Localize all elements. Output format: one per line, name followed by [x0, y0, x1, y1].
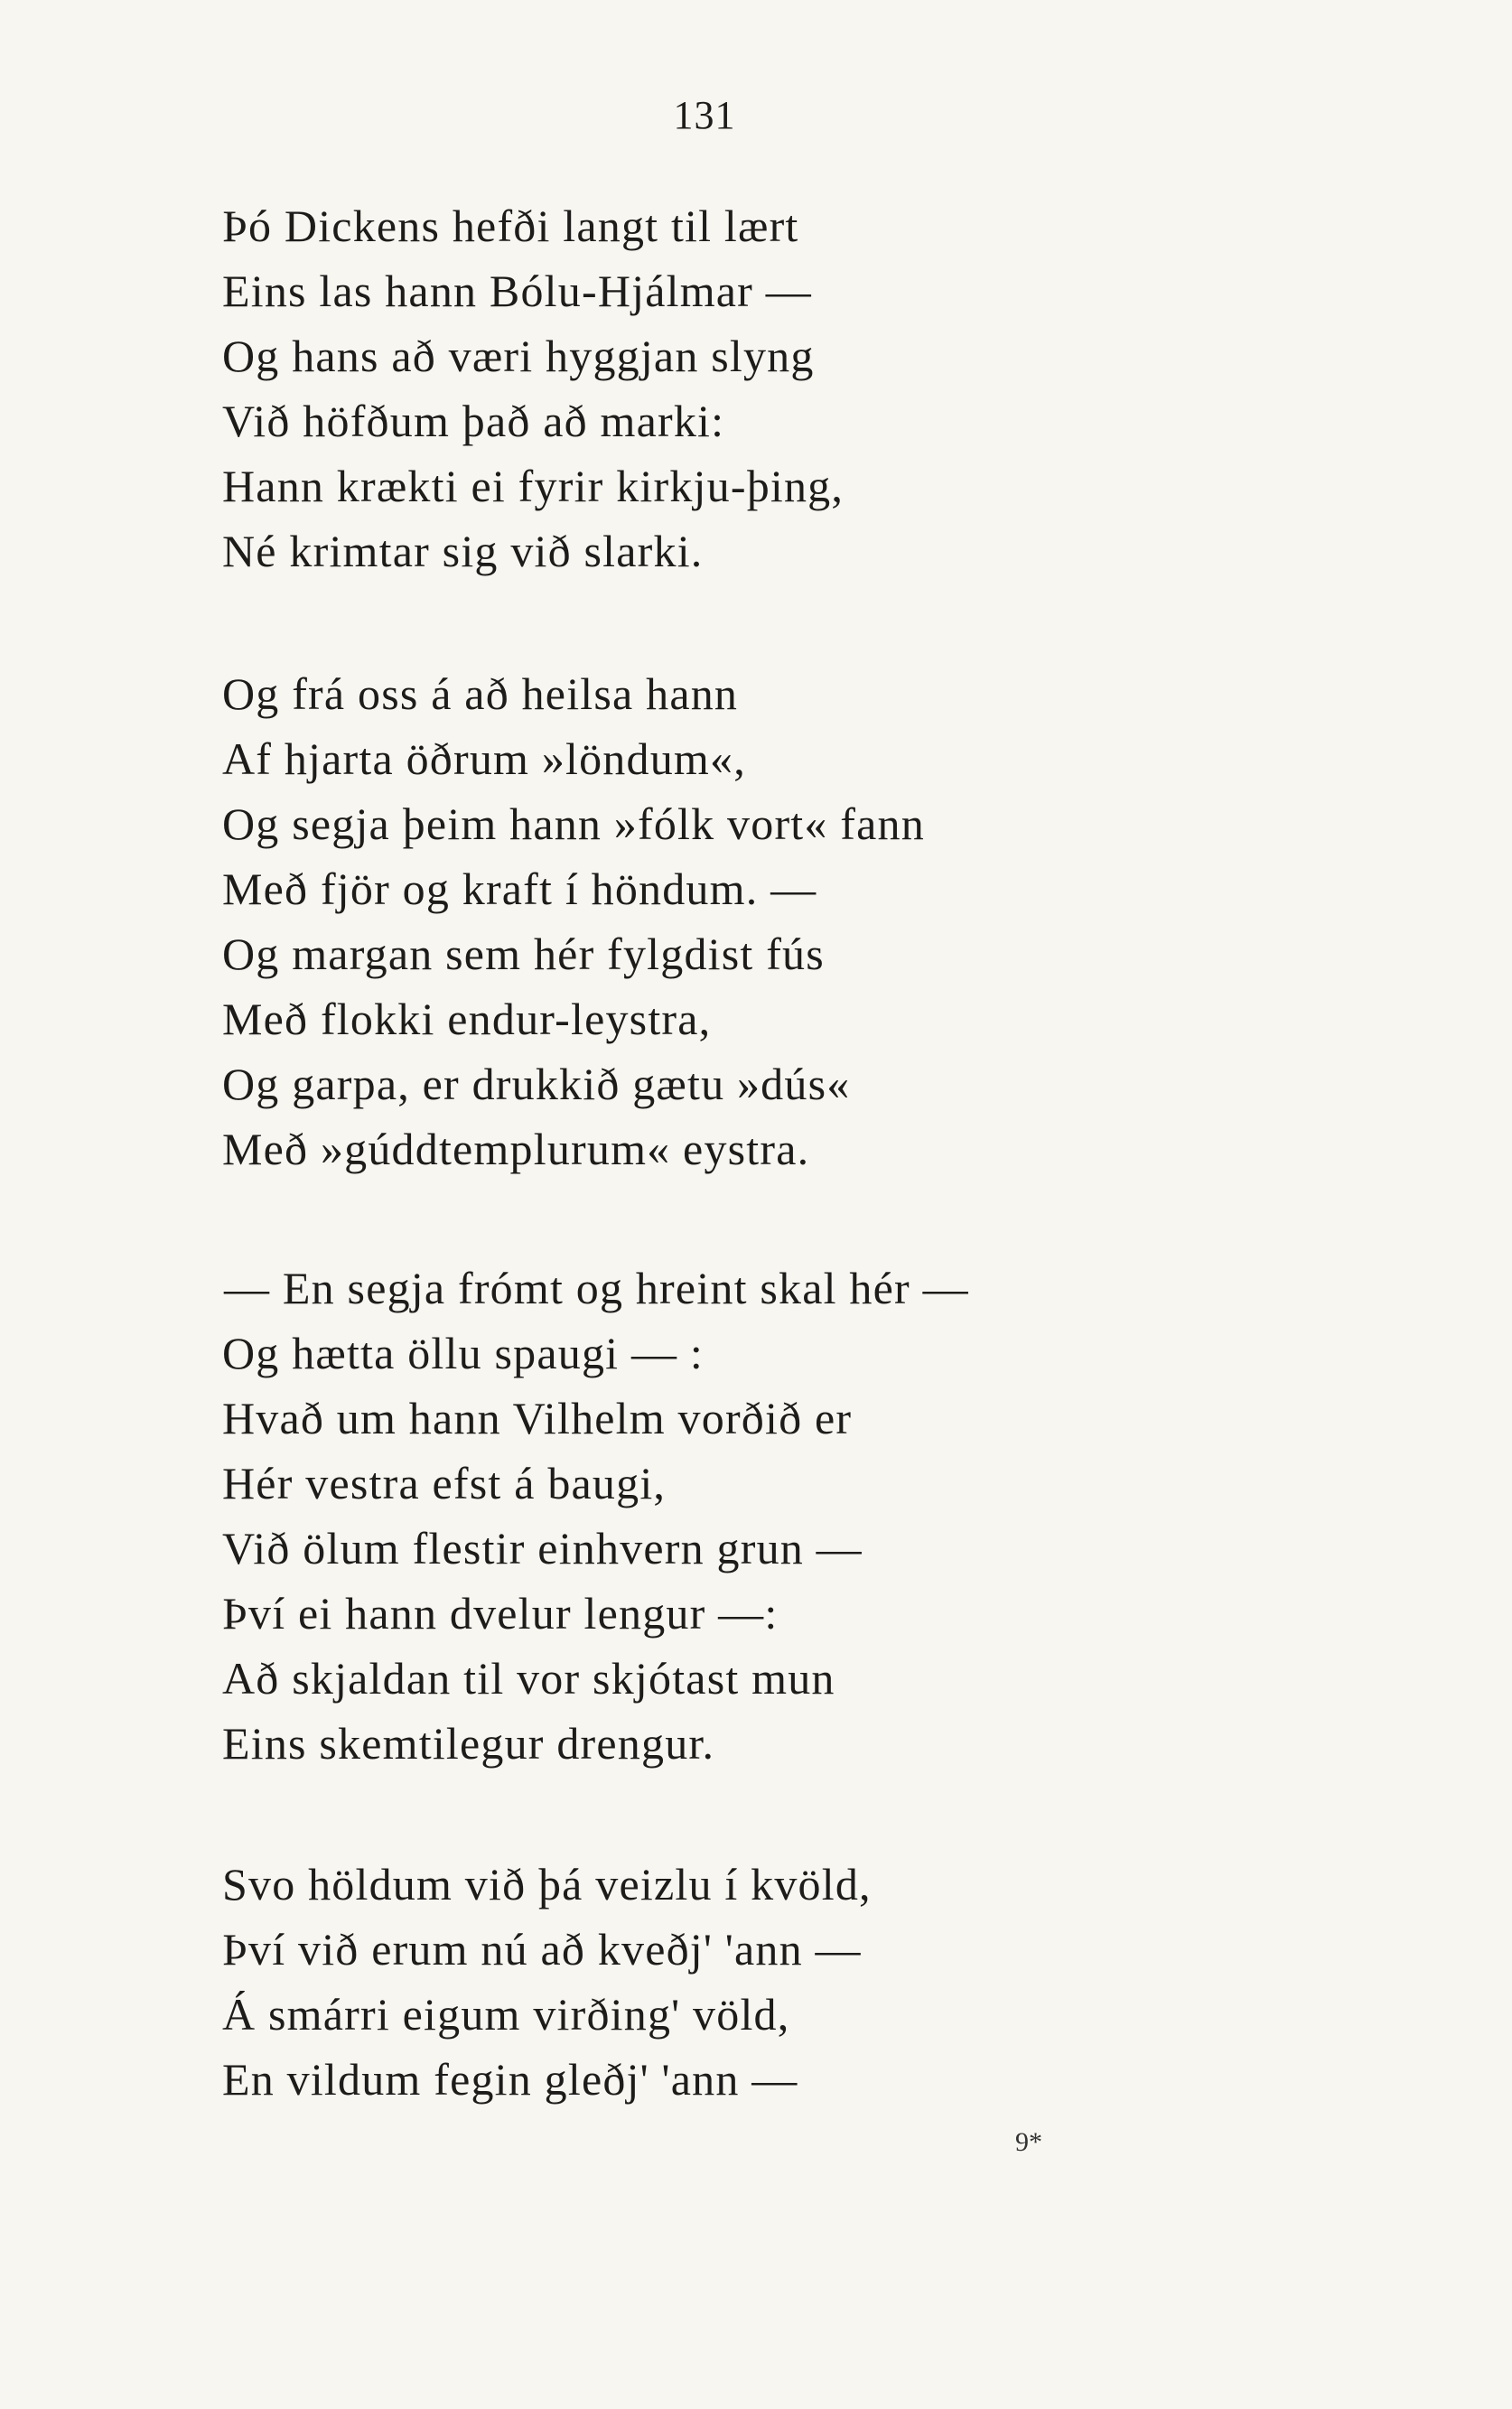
- poem-line: Með flokki endur-leystra,: [222, 994, 712, 1044]
- poem-line: Eins las hann Bólu-Hjálmar —: [222, 266, 812, 316]
- page-number: 131: [673, 93, 736, 137]
- poem-line: Hann krækti ei fyrir kirkju-þing,: [222, 461, 845, 511]
- poem-line: Því við erum nú að kveðj' 'ann —: [222, 1924, 862, 1975]
- poem-line: Og frá oss á að heilsa hann: [222, 668, 739, 719]
- poem-line: Svo höldum við þá veizlu í kvöld,: [222, 1859, 872, 1909]
- poem-line: Og garpa, er drukkið gætu »dús«: [222, 1059, 851, 1109]
- stanza-2: [222, 661, 1288, 1181]
- stanza-4: [222, 1852, 1288, 2112]
- poem-line: Við ölum flestir einhvern grun —: [222, 1523, 863, 1573]
- poem-line: Og segja þeim hann »fólk vort« fann: [222, 798, 925, 849]
- stanza-3: [222, 1256, 1288, 1776]
- poem-line: Hér vestra efst á baugi,: [222, 1458, 667, 1508]
- poem-line: Með »gúddtemplurum« eystra.: [222, 1124, 810, 1174]
- poem-line: — En segja frómt og hreint skal hér —: [224, 1263, 969, 1313]
- poem-line: Af hjarta öðrum »löndum«,: [222, 733, 746, 784]
- poem-line: Með fjör og kraft í höndum. —: [222, 864, 817, 914]
- poem-line: Að skjaldan til vor skjótast mun: [222, 1653, 835, 1704]
- poem-line: Því ei hann dvelur lengur —:: [222, 1588, 779, 1639]
- poem-line: Né krimtar sig við slarki.: [222, 526, 704, 576]
- stanza-1: [222, 193, 1288, 584]
- signature-mark: 9*: [1015, 2127, 1042, 2157]
- poem-line: Þó Dickens hefði langt til lært: [222, 201, 799, 251]
- poem-line: Hvað um hann Vilhelm vorðið er: [222, 1393, 853, 1443]
- poem-line: Og hans að væri hyggjan slyng: [222, 331, 815, 381]
- poem-line: Á smárri eigum virðing' völd,: [222, 1989, 790, 2040]
- poem-line: Við höfðum það að marki:: [222, 396, 725, 446]
- poem-line: En vildum fegin gleðj' 'ann —: [222, 2054, 798, 2105]
- poem-line: Og hætta öllu spaugi — :: [222, 1328, 704, 1378]
- poem-line: Eins skemtilegur drengur.: [222, 1718, 715, 1769]
- poem-line: Og margan sem hér fylgdist fús: [222, 929, 825, 979]
